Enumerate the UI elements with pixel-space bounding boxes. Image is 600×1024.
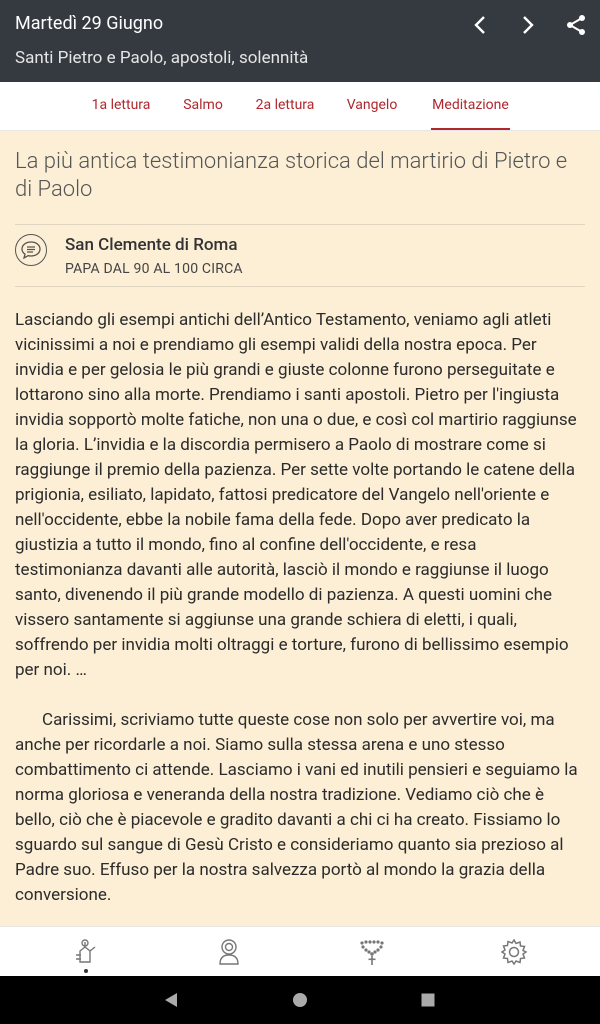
rosary-icon bbox=[358, 938, 386, 966]
saint-icon bbox=[215, 938, 243, 966]
paragraph: Carissimi, scriviamo tutte queste cose non solo per avvertire voi, ma anche per ricordarle a noi. Siamo sulla stessa arena e uno stesso combattimento ci attende. Lasciamo i vani ed inutili pensieri e seguiamo la norma gloriosa e veneranda della nostra tradizione. Vediamo ciò che è bello, ciò che è piacevole e gradito davanti a chi ci ha creato. Fissiamo lo sguardo sul sangue di Gesù Cristo e consideriamo quanto sia prezioso al Padre suo. Effuso per la nostra salvezza portò al mondo la grazia della conversione. bbox=[15, 710, 578, 905]
system-back-button[interactable] bbox=[161, 990, 181, 1010]
prev-day-button[interactable] bbox=[465, 10, 495, 40]
home-circle-icon bbox=[292, 992, 308, 1008]
bottom-navigation bbox=[0, 926, 600, 977]
nav-settings[interactable] bbox=[439, 927, 589, 977]
author-icon-wrapper bbox=[15, 234, 47, 266]
author-role: PAPA DAL 90 AL 100 CIRCA bbox=[65, 261, 243, 277]
priest-icon bbox=[72, 938, 100, 966]
nav-prayers[interactable] bbox=[297, 927, 447, 977]
author-name: San Clemente di Roma bbox=[65, 235, 238, 255]
date-title: Martedì 29 Giugno bbox=[15, 13, 164, 34]
active-indicator bbox=[84, 969, 88, 973]
app-bar bbox=[0, 0, 600, 82]
system-home-button[interactable] bbox=[290, 990, 310, 1010]
tab-meditazione[interactable]: Meditazione bbox=[431, 82, 510, 130]
tab-salmo[interactable]: Salmo bbox=[183, 97, 223, 113]
recents-square-icon bbox=[420, 992, 436, 1008]
tab-prima-lettura[interactable]: 1a lettura bbox=[91, 97, 151, 113]
next-day-button[interactable] bbox=[513, 10, 543, 40]
system-recents-button[interactable] bbox=[418, 990, 438, 1010]
tab-seconda-lettura[interactable]: 2a lettura bbox=[255, 97, 315, 113]
tab-vangelo[interactable]: Vangelo bbox=[346, 97, 398, 113]
paragraph: Lasciando gli esempi antichi dell’Antico Testamento, veniamo agli atleti vicinissimi a noi e prendiamo gli esempi validi della nostra epoca. Per invidia e per gelosia le più grandi e giuste colonne furono perseguitate e lottarono sino alla morte. Prendiamo i santi apostoli. Pietro per l'ingiusta invidia sopportò molte fatiche, non una o due, e così col martirio raggiunse la gloria. L’invidia e la discordia permisero a Paolo di mostrare come si raggiunge il premio della pazienza. Per sette volte portando le catene della prigionia, esiliato, lapidato, fattosi predicatore del Vangelo nell'oriente e nell'occidente, ebbe la nobile fama della fede. Dopo aver predicato la giustizia a tutto il mondo, fino al confine dell'occidente, e resa testimonianza davanti alle autorità, lasciò il mondo e raggiunse il luogo santo, divenendo il più grande modello di pazienza. A questi uomini che vissero santamente si aggiunse una grande schiera di eletti, i quali, soffrendo per invidia molti oltraggi e torture, furono di bellissimo esempio per noi. … bbox=[15, 310, 577, 680]
back-triangle-icon bbox=[163, 992, 179, 1008]
meditation-title: La più antica testimonianza storica del martirio di Pietro e di Paolo bbox=[15, 149, 568, 202]
share-icon bbox=[565, 14, 587, 36]
share-button[interactable] bbox=[561, 10, 591, 40]
speech-bubble-icon bbox=[21, 241, 41, 259]
chevron-left-icon bbox=[473, 15, 487, 35]
gear-icon bbox=[500, 938, 528, 966]
reading-tabs bbox=[0, 82, 600, 131]
divider bbox=[15, 224, 585, 225]
system-nav-bar bbox=[0, 976, 600, 1024]
chevron-right-icon bbox=[521, 15, 535, 35]
divider bbox=[15, 286, 585, 287]
feast-subtitle: Santi Pietro e Paolo, apostoli, solennità bbox=[15, 48, 309, 68]
nav-saints[interactable] bbox=[154, 927, 304, 977]
